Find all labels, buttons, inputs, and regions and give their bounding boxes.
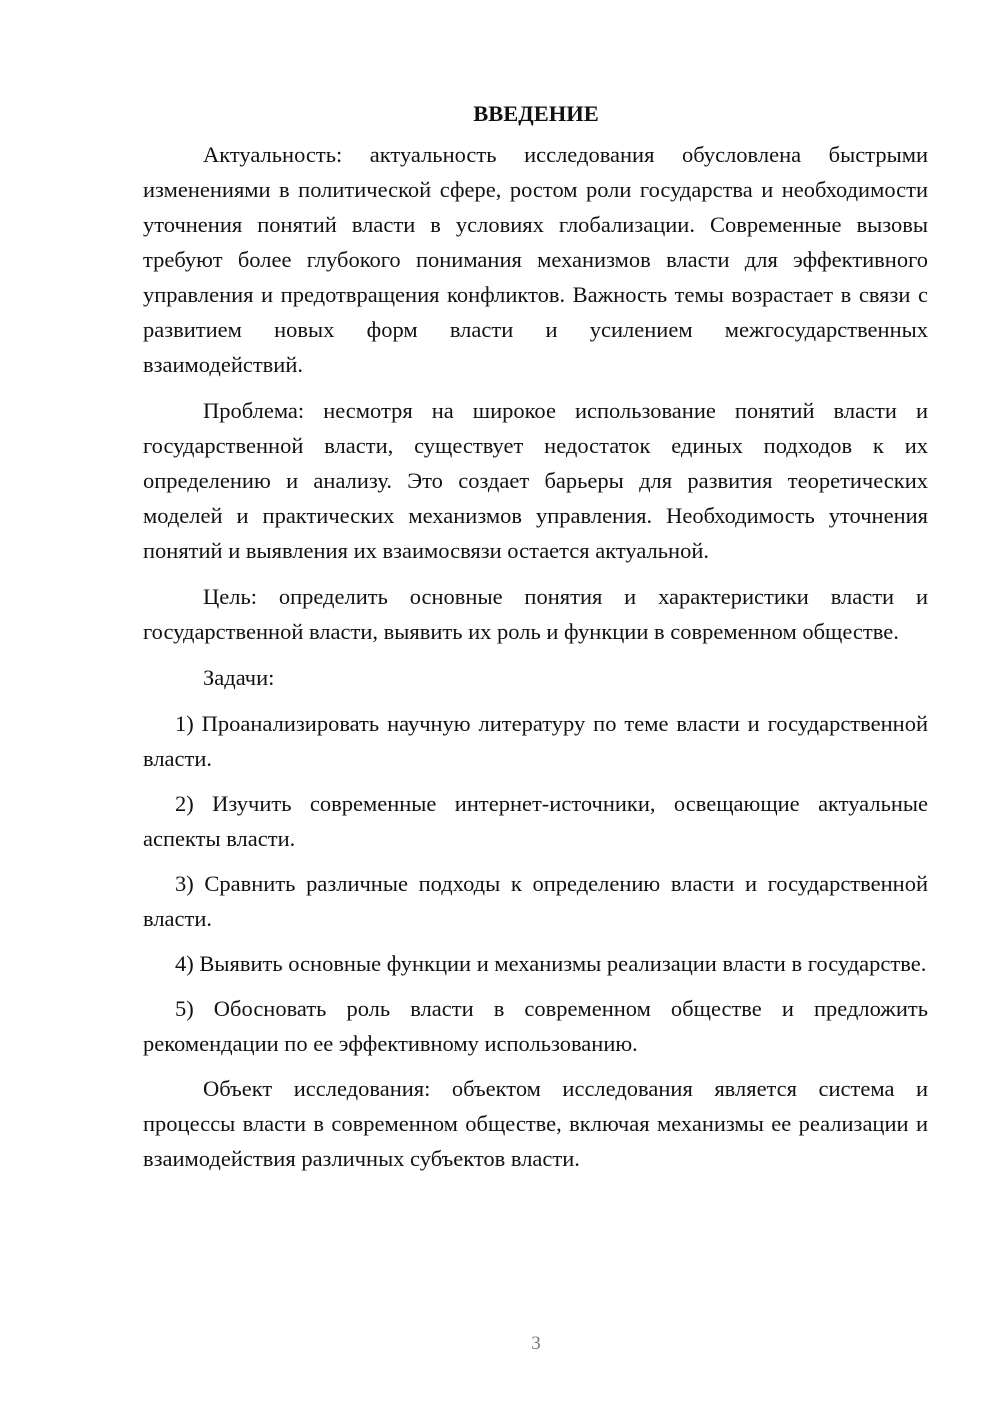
- page-number: 3: [531, 1333, 541, 1354]
- relevance-paragraph: Актуальность: актуальность исследования обусловлена быстрыми изменениями в политической сфере, ростом роли государства и необходимости уточнения понятий власти в условиях глобализации. Современные вызовы требуют более глубокого понимания механизмов власти для эффективного управления и предотвращения конфликтов. Важность темы возрастает в связи с развитием новых форм власти и усилением межгосударственных взаимодействий.: [143, 142, 928, 377]
- goal-paragraph: Цель: определить основные понятия и характеристики власти и государственной власти, выявить их роль и функции в современном обществе.: [143, 584, 928, 644]
- task-item-2: 2) Изучить современные интернет-источники, освещающие актуальные аспекты власти.: [143, 791, 928, 851]
- page-content: [143, 96, 928, 1187]
- task-item-5: 5) Обосновать роль власти в современном обществе и предложить рекомендации по ее эффективному использованию.: [143, 996, 928, 1056]
- task-item-1: 1) Проанализировать научную литературу по теме власти и государственной власти.: [143, 711, 928, 771]
- problem-paragraph: Проблема: несмотря на широкое использование понятий власти и государственной власти, существует недостаток единых подходов к их определению и анализу. Это создает барьеры для развития теоретических моделей и практических механизмов управления. Необходимость уточнения понятий и выявления их взаимосвязи остается актуальной.: [143, 398, 928, 563]
- task-item-4: 4) Выявить основные функции и механизмы реализации власти в государстве.: [175, 951, 927, 976]
- research-object-paragraph: Объект исследования: объектом исследования является система и процессы власти в современном обществе, включая механизмы ее реализации и взаимодействия различных субъектов власти.: [143, 1076, 928, 1171]
- section-title: ВВЕДЕНИЕ: [473, 101, 599, 126]
- task-item-3: 3) Сравнить различные подходы к определению власти и государственной власти.: [143, 871, 928, 931]
- tasks-heading: Задачи:: [203, 665, 275, 690]
